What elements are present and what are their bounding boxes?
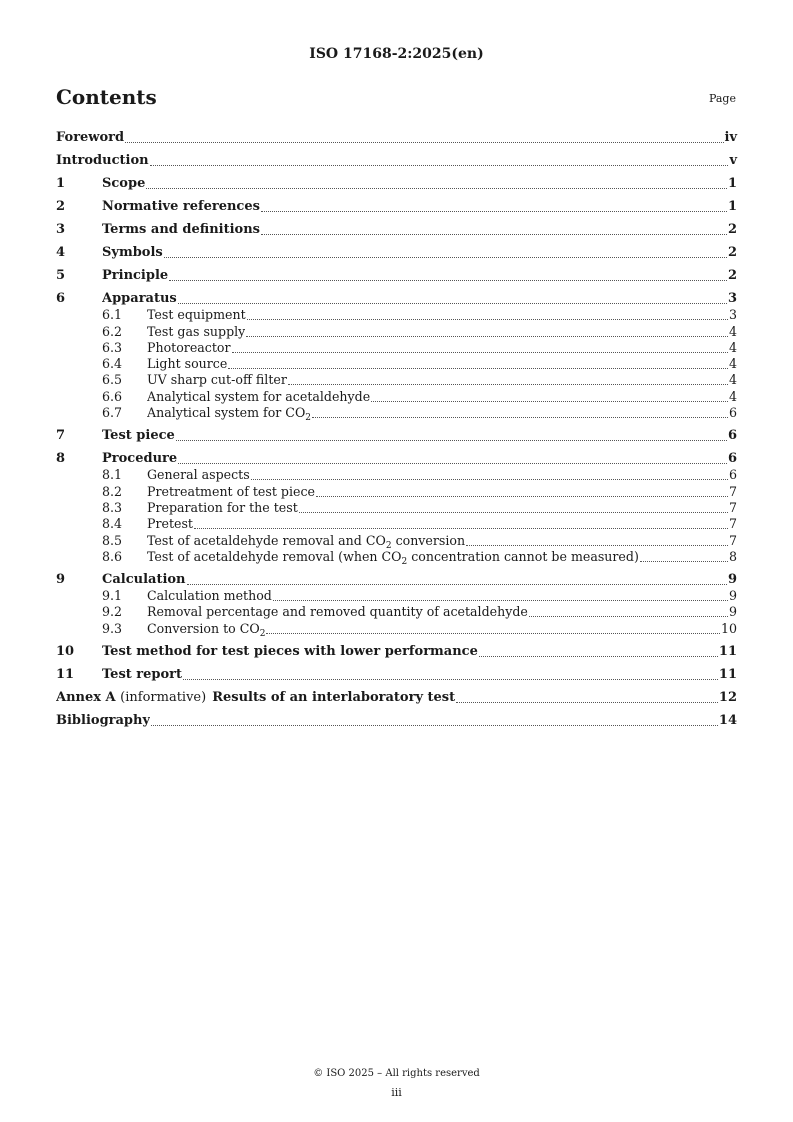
toc-page: v (729, 153, 737, 168)
toc-page: 7 (728, 516, 737, 532)
toc-title-text-cont: concentration cannot be measured) (407, 548, 639, 564)
dot-leader (371, 401, 728, 402)
toc-page: 9 (728, 604, 737, 620)
toc-subentry-test-removal-no-co2[interactable] (56, 549, 737, 565)
dot-leader (164, 257, 727, 258)
toc-subentry-pretest[interactable] (56, 516, 737, 532)
toc-title: Pretreatment of test piece (147, 483, 315, 499)
dot-leader (178, 463, 727, 464)
dot-leader (176, 440, 727, 441)
toc-title: Analytical system for acetaldehyde (147, 388, 371, 404)
toc-title (147, 533, 465, 549)
dot-leader (251, 479, 728, 480)
toc-subentry-removal-percentage[interactable] (56, 604, 737, 620)
dot-leader (466, 545, 728, 546)
toc-entry-annex-a[interactable] (56, 690, 737, 706)
toc-number: 6.6 (102, 388, 123, 404)
toc-page: 4 (728, 323, 737, 339)
toc-page: 4 (728, 339, 737, 355)
toc-number: 2 (56, 199, 66, 214)
toc-page: 9 (728, 588, 737, 604)
toc-title: Introduction (56, 153, 149, 168)
toc-title: Bibliography (56, 712, 151, 728)
toc-title-text-cont: conversion (391, 532, 466, 548)
dot-leader (183, 679, 718, 680)
toc-page: 1 (727, 199, 737, 214)
toc-subentry-conversion-co2[interactable] (56, 620, 737, 636)
toc-number: 8.6 (102, 548, 123, 564)
subscript-2: 2 (305, 413, 311, 422)
toc-subentry-pretreatment[interactable] (56, 483, 737, 499)
contents-title: Contents (56, 85, 157, 109)
dot-leader (316, 496, 728, 497)
toc-number: 6.1 (102, 307, 123, 323)
dot-leader (228, 368, 728, 369)
toc-title: Symbols (102, 245, 163, 260)
toc-subentry-calculation-method[interactable] (56, 588, 737, 604)
toc-page: 1 (727, 176, 737, 191)
toc-title-text: Test of acetaldehyde removal (when CO (147, 548, 402, 564)
toc-page: 14 (718, 712, 737, 728)
dot-leader (246, 336, 728, 337)
toc-page: 6 (727, 428, 737, 444)
toc-title: UV sharp cut-off filter (147, 372, 287, 388)
toc-number: 8.2 (102, 483, 123, 499)
toc-number: 9.2 (102, 604, 123, 620)
toc-page: 4 (728, 356, 737, 372)
toc-number: 6.4 (102, 356, 123, 372)
toc-page: 6 (728, 467, 737, 483)
dot-leader (312, 417, 728, 418)
toc-title: Test method for test pieces with lower performance (102, 643, 478, 659)
dot-leader (288, 384, 728, 385)
toc-title: Procedure (102, 451, 178, 467)
dot-leader (151, 725, 718, 726)
toc-number: 8 (56, 451, 66, 467)
toc-entry-test-report[interactable] (56, 667, 737, 683)
dot-leader (187, 584, 727, 585)
toc-number: 6.7 (102, 405, 123, 421)
toc-page: 11 (718, 643, 737, 659)
page-number: iii (391, 1086, 402, 1099)
toc-number: 3 (56, 222, 66, 237)
toc-subentry-light-source[interactable] (56, 356, 737, 372)
dot-leader (194, 528, 728, 529)
toc-page: 3 (727, 291, 737, 306)
annex-title: Results of an interlaboratory test (212, 689, 456, 705)
toc-number: 1 (56, 176, 66, 191)
toc-page: 7 (728, 532, 737, 548)
toc-entry-apparatus[interactable] (56, 291, 737, 307)
toc-number: 5 (56, 268, 66, 283)
toc-title: General aspects (147, 467, 250, 483)
toc-title (147, 549, 639, 565)
dot-leader (299, 512, 728, 513)
toc-page: 7 (728, 499, 737, 515)
dot-leader (125, 142, 723, 143)
toc-entry-test-piece[interactable] (56, 428, 737, 444)
dot-leader (146, 188, 727, 189)
toc-subentry-test-gas-supply[interactable] (56, 323, 737, 339)
toc-entry-symbols[interactable] (56, 245, 737, 261)
toc-title: Foreword (56, 130, 125, 145)
toc-page: 2 (727, 268, 737, 283)
toc-page: 10 (720, 620, 737, 636)
toc-page: 7 (728, 483, 737, 499)
toc-number: 6.5 (102, 372, 123, 388)
dot-leader (178, 303, 727, 304)
toc-page: 6 (727, 451, 737, 467)
toc-title (147, 621, 265, 637)
toc-number: 9 (56, 571, 66, 587)
toc-subentry-general-aspects[interactable] (56, 467, 737, 483)
toc-number: 4 (56, 245, 66, 260)
dot-leader (247, 319, 728, 320)
toc-title (56, 690, 455, 706)
dot-leader (529, 616, 728, 617)
toc-title (147, 405, 311, 421)
toc-title: Principle (102, 268, 169, 283)
dot-leader (273, 600, 728, 601)
toc-title-text: Analytical system for CO (147, 405, 306, 421)
toc-page: 2 (727, 222, 737, 237)
toc-title: Test report (102, 666, 183, 682)
toc-title: Terms and definitions (102, 222, 260, 237)
toc-entry-calculation[interactable] (56, 572, 737, 588)
toc-number: 8.5 (102, 532, 123, 548)
toc-entry-bibliography[interactable] (56, 713, 737, 729)
toc-title: Scope (102, 176, 146, 191)
toc-number: 8.1 (102, 467, 123, 483)
toc-title: Normative references (102, 199, 260, 214)
toc-title: Test equipment (147, 307, 246, 323)
subscript-2: 2 (401, 556, 408, 565)
toc-number: 6 (56, 291, 66, 306)
toc-title: Calculation method (147, 588, 272, 604)
toc-entry-lower-performance[interactable] (56, 644, 737, 660)
annex-qualifier: (informative) (120, 689, 207, 705)
toc-subentry-analytical-co2[interactable] (56, 405, 737, 421)
toc-number: 8.3 (102, 499, 123, 515)
toc-page: 11 (718, 666, 737, 682)
dot-leader (640, 561, 728, 562)
dot-leader (456, 702, 718, 703)
toc-title: Test gas supply (147, 323, 246, 339)
toc-page: 8 (728, 548, 737, 564)
dot-leader (479, 656, 718, 657)
toc-title: Photoreactor (147, 339, 231, 355)
document-id-header: ISO 17168-2:2025(en) (309, 46, 484, 62)
toc-subentry-preparation[interactable] (56, 500, 737, 516)
toc-subentry-test-removal-conversion[interactable] (56, 532, 737, 548)
toc-subentry-uv-filter[interactable] (56, 372, 737, 388)
toc-subentry-analytical-acetaldehyde[interactable] (56, 388, 737, 404)
toc-title-text: Test of acetaldehyde removal and CO (147, 532, 386, 548)
toc-page: iv (724, 130, 737, 145)
toc-entry-terms-and-definitions[interactable] (56, 222, 737, 238)
toc-number: 9.3 (102, 620, 123, 636)
subscript-2: 2 (385, 540, 392, 549)
toc-title: Test piece (102, 428, 175, 444)
table-of-contents (56, 127, 737, 729)
dot-leader (261, 211, 727, 212)
toc-entry-scope[interactable] (56, 176, 737, 192)
toc-entry-procedure[interactable] (56, 451, 737, 467)
dot-leader (261, 234, 727, 235)
toc-title: Removal percentage and removed quantity of acetaldehyde (147, 604, 528, 620)
dot-leader (150, 165, 729, 166)
toc-title: Light source (147, 356, 228, 372)
toc-number: 7 (56, 428, 66, 444)
toc-entry-normative-references[interactable] (56, 199, 737, 215)
toc-page: 2 (727, 245, 737, 260)
toc-title: Preparation for the test (147, 499, 298, 515)
toc-number: 8.4 (102, 516, 123, 532)
toc-page: 3 (728, 307, 737, 323)
toc-number: 6.3 (102, 339, 123, 355)
toc-title: Apparatus (102, 291, 177, 306)
toc-title: Pretest (147, 516, 193, 532)
toc-title-text: Conversion to CO (147, 620, 260, 636)
toc-number: 11 (56, 666, 75, 682)
dot-leader (169, 280, 727, 281)
toc-number: 6.2 (102, 323, 123, 339)
toc-entry-principle[interactable] (56, 268, 737, 284)
toc-subentry-test-equipment[interactable] (56, 307, 737, 323)
toc-page: 12 (718, 689, 737, 705)
toc-number: 9.1 (102, 588, 123, 604)
dot-leader (266, 633, 720, 634)
toc-number: 10 (56, 643, 75, 659)
annex-label: Annex A (56, 689, 116, 705)
toc-entry-introduction[interactable] (56, 153, 737, 169)
dot-leader (232, 352, 728, 353)
toc-page: 4 (728, 372, 737, 388)
toc-page: 9 (727, 571, 737, 587)
subscript-2: 2 (259, 628, 266, 637)
copyright-footer: © ISO 2025 – All rights reserved (313, 1068, 480, 1079)
toc-title: Calculation (102, 571, 186, 587)
toc-subentry-photoreactor[interactable] (56, 340, 737, 356)
toc-page: 4 (728, 388, 737, 404)
page-column-label: Page (708, 92, 736, 105)
toc-page: 6 (728, 405, 737, 421)
toc-entry-foreword[interactable] (56, 130, 737, 146)
